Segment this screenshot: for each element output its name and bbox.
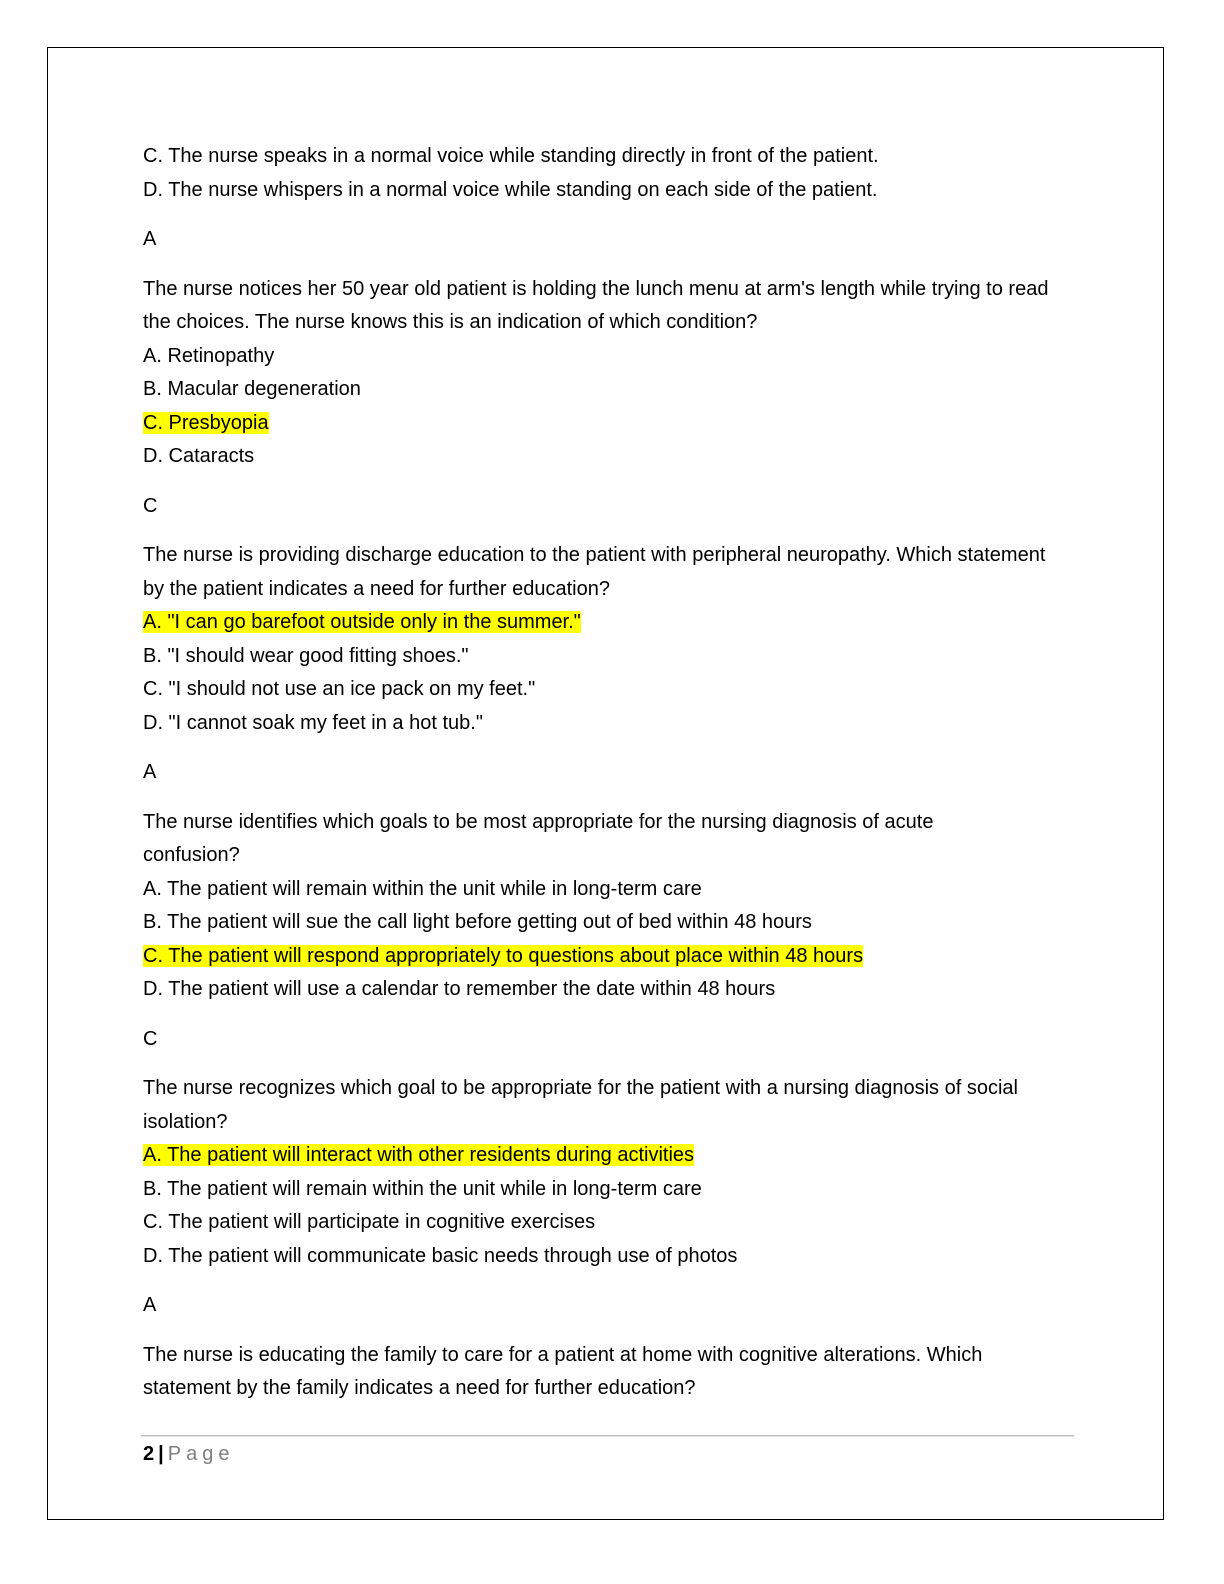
page-number: 2 (143, 1443, 155, 1465)
option-a: A. The patient will remain within the unit while in long-term care (143, 877, 702, 900)
highlighted-answer: A. "I can go barefoot outside only in the summer." (143, 611, 581, 633)
option-a (143, 1139, 1083, 1173)
option-c (143, 940, 1083, 974)
option-a (143, 606, 1083, 640)
footer-separator: | (158, 1443, 164, 1465)
option-c (143, 407, 1083, 441)
page-footer (143, 1441, 234, 1467)
footer-divider (141, 1435, 1074, 1436)
question-stem: The nurse recognizes which goal to be appropriate for the patient with a nursing diagnosis of social isolation? (143, 1077, 1018, 1133)
option-b: B. "I should wear good fitting shoes." (143, 644, 469, 667)
option-d: D. The patient will communicate basic needs through use of photos (143, 1244, 738, 1267)
option-c: C. "I should not use an ice pack on my feet." (143, 678, 536, 700)
option-d: D. Cataracts (143, 445, 255, 467)
highlighted-answer: C. Presbyopia (143, 411, 269, 434)
question-stem: The nurse notices her 50 year old patient is holding the lunch menu at arm's length while trying to read the choices. The nurse knows this is an indication of which condition? (143, 277, 1049, 333)
answer-key: C (143, 494, 158, 517)
answer-key: A (143, 228, 157, 250)
option-a: A. Retinopathy (143, 344, 275, 367)
option-line: D. The nurse whispers in a normal voice while standing on each side of the patient. (143, 178, 878, 201)
answer-key: A (143, 761, 157, 783)
option-b: B. The patient will remain within the unit while in long-term care (143, 1177, 702, 1200)
document-body (143, 140, 1083, 1406)
question-stem: The nurse is providing discharge education to the patient with peripheral neuropathy. Which statement by the patient indicates a need for further education? (143, 544, 1046, 600)
answer-key: C (143, 1027, 158, 1050)
highlighted-answer: A. The patient will interact with other residents during activities (143, 1144, 695, 1166)
question-stem: The nurse is educating the family to care for a patient at home with cognitive alterations. Which statement by the family indicates a need for further education? (143, 1343, 983, 1399)
option-line: C. The nurse speaks in a normal voice while standing directly in front of the patient. (143, 145, 879, 167)
option-b: B. The patient will sue the call light before getting out of bed within 48 hours (143, 911, 812, 933)
option-d: D. The patient will use a calendar to remember the date within 48 hours (143, 978, 776, 1000)
option-b: B. Macular degeneration (143, 378, 361, 400)
option-c: C. The patient will participate in cognitive exercises (143, 1211, 596, 1233)
option-d: D. "I cannot soak my feet in a hot tub." (143, 711, 483, 734)
question-stem: The nurse identifies which goals to be most appropriate for the nursing diagnosis of acute confusion? (143, 810, 934, 866)
highlighted-answer: C. The patient will respond appropriately to questions about place within 48 hours (143, 944, 864, 967)
answer-key: A (143, 1294, 157, 1316)
page-label: Page (167, 1443, 235, 1465)
